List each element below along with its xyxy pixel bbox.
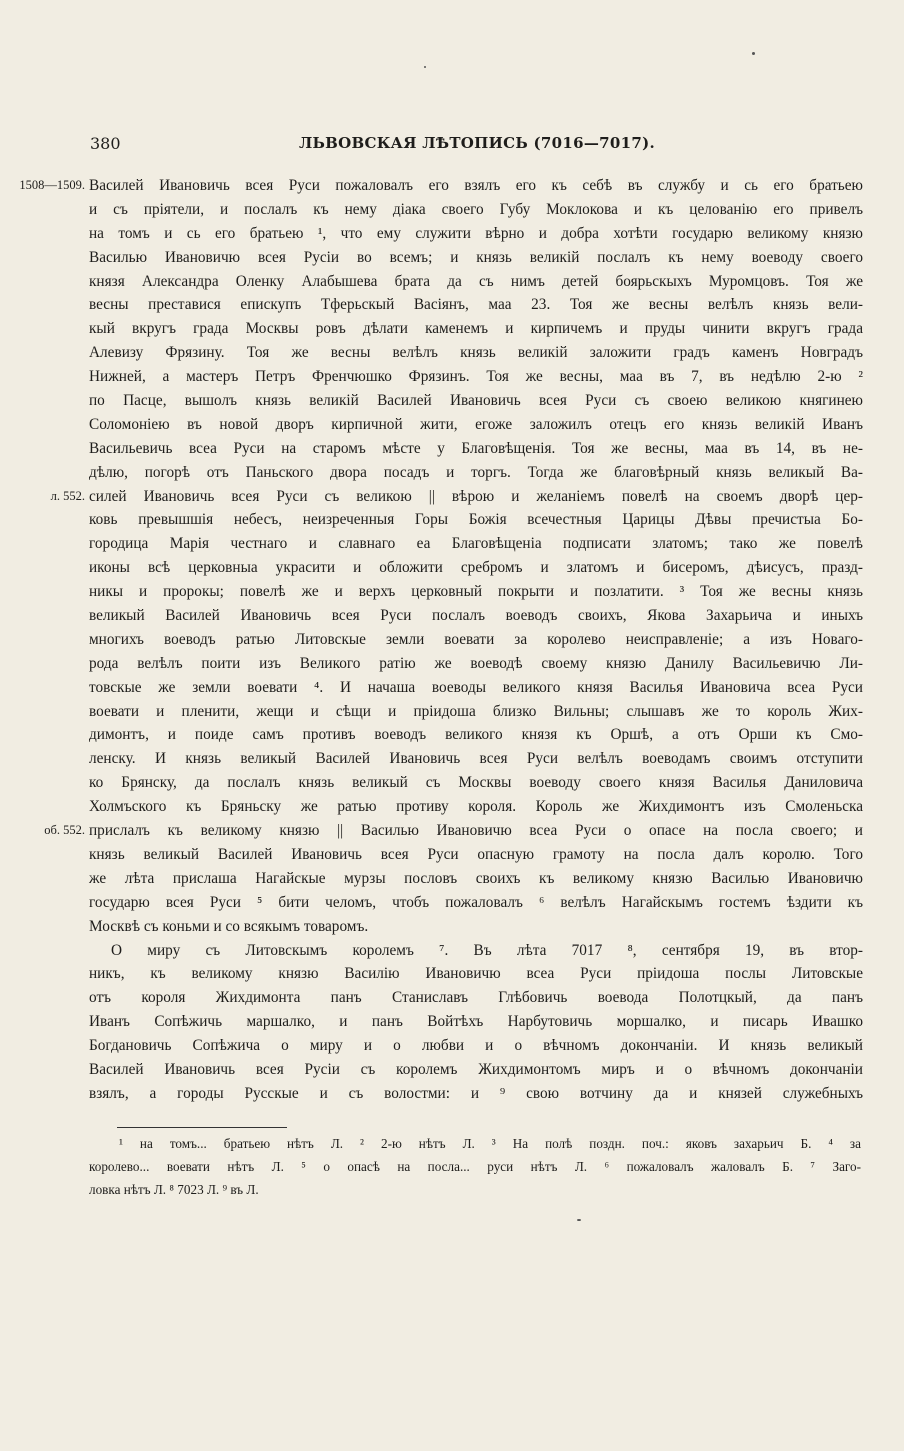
text-line: Холмъского къ Бряньску же ратью противу короля. Король же Жихдимонтъ изъ Смоленьска — [89, 798, 863, 816]
ink-speck — [752, 52, 755, 55]
text-line: князя Александра Оленку Алабышева брата да съ нимъ детей боярьскыхъ Муромцовъ. Тоя же — [89, 272, 863, 290]
text-line: ко Брянску, да послалъ князь великый съ Москвы воеводу своего князя Василья Даниловича — [89, 774, 863, 792]
text-line: Иванъ Сопѣжичь маршалко, и панъ Войтѣхъ Нарбутовичь моршалко, и писарь Ивашко — [89, 1013, 863, 1031]
text-line: весны преставися епискупъ Тферьскый Васіянъ, маа 23. Тоя же весны велѣлъ князь вели- — [89, 296, 863, 314]
text-line: отъ короля Жихдимонта панъ Станиславъ Глѣбовичь воевода Полотцкый, да панъ — [89, 989, 863, 1007]
text-line: кый вкругъ града Москвы ровъ дѣлати каменемъ и кирпичемъ и пруды чинити вкругъ града — [89, 320, 863, 338]
text-line: Нижней, а мастеръ Петръ Френчюшко Фрязинъ. Тоя же весны, маа въ 7, въ недѣлю 2-ю ² — [89, 368, 863, 386]
text-line: многихъ воеводъ ратью Литовскые земли воевати за королево неисправленіе; а изъ Новаго- — [89, 630, 863, 648]
text-line: Васильевичь всеа Руси на старомъ мѣсте у Благовѣщенія. Тоя же весны, маа въ 14, въ не- — [89, 439, 863, 457]
text-line: никы и пророкы; повелѣ же и верхъ церковный покрыти и позлатити. ³ Тоя же весны князь — [89, 583, 863, 601]
footnote-divider — [117, 1127, 287, 1128]
text-line: на томъ и сь его братьею ¹, что ему служити вѣрно и добра хотѣти государю великому князю — [89, 224, 863, 242]
text-line: Москвѣ съ коньми и со всякымъ товаромъ. — [89, 917, 369, 935]
margin-note-folio: л. 552. — [50, 488, 85, 503]
page-number: 380 — [90, 134, 121, 153]
text-line: 1508—1509. Василей Ивановичь всея Руси пожаловалъ его взялъ его къ себѣ въ службу и сь его братьею — [89, 174, 863, 198]
text-line: воевати и пленити, жещи и сѣщи и пріидоша близко Вильны; слышавъ же то король Жих- — [89, 702, 863, 720]
text-line: Богдановичь Сопѣжича о миру и о любви и о вѣчномъ докончаніи. И князь великый — [89, 1037, 863, 1055]
text-line: никъ, къ великому князю Василію Ивановичю всеа Руси пріидоша послы Литовскые — [89, 965, 863, 983]
text-line: взялъ, а городы Русскые и съ волостми: и ⁹ свою вотчину да и князей служебныхъ — [89, 1084, 863, 1102]
ink-speck — [577, 1219, 581, 1221]
text-line: Соломоніею въ новой дворъ кирпичной жити, егоже заложилъ отецъ его князь великій Иванъ — [89, 415, 863, 433]
footnote-line: королево... воевати нѣтъ Л. ⁵ о опасѣ на посла... руси нѣтъ Л. ⁶ пожаловалъ жаловалъ Б. ⁷ Заго- — [89, 1159, 861, 1174]
text-line: иконы всѣ церковныа украсити и обложити сребромъ и златомъ и бисеромъ, дѣисусъ, празд- — [89, 559, 863, 577]
text-line: Василью Ивановичю всея Русіи во всемъ; и князь великій послалъ къ нему воеводу своего — [89, 248, 863, 266]
footnote-line: ¹ на томъ... братьею нѣтъ Л. ² 2-ю нѣтъ Л. ³ На полѣ поздн. поч.: яковъ захарьич Б. ⁴ за — [119, 1136, 861, 1151]
text-line: и съ пріятели, и послалъ къ нему діака своего Губу Моклокова и къ целованію его привелъ — [89, 200, 863, 218]
text-line: дѣлю, погорѣ отъ Паньского двора посадъ и торгъ. Тогда же благовѣрный князь великый Ва- — [89, 463, 863, 481]
text-line: ленску. И князь великый Василей Ивановичь всея Руси велѣлъ воеводамъ своимъ отступити — [89, 750, 863, 768]
text-line: по Пасце, вышолъ князь великій Василей Ивановичь всея Руси съ своею великою княгинею — [89, 392, 863, 410]
text-line: ковь превышшія небесъ, неизреченныя Горы Божія всечестныя Царицы Дѣвы пречистыа Бо- — [89, 511, 863, 529]
text-line: товскые же земли воевати ⁴. И начаша воеводы великого князя Василья Ивановича всеа Руси — [89, 678, 863, 696]
text-line: же лѣта прислаша Нагайскые мурзы пословъ своихъ къ великому князю Василью Ивановичю — [89, 869, 863, 887]
text-line: Василей Ивановичь всея Русіи съ королемъ Жихдимонтомъ миръ и о вѣчномъ докончаніи — [89, 1060, 863, 1078]
text-line: об. 552. прислалъ къ великому князю || Василью Ивановичю всеа Руси о опасе на посла своего; и — [89, 819, 863, 843]
text-line: великый Василей Ивановичь всея Руси послалъ воеводъ своихъ, Якова Захарьича и иныхъ — [89, 607, 863, 625]
chronicle-text — [19, 174, 863, 1106]
margin-note-folio-verso: об. 552. — [44, 823, 85, 838]
section-heading-line: О миру съ Литовскымъ королемъ ⁷. Въ лѣта 7017 ⁸, сентября 19, въ втор- — [111, 941, 863, 959]
running-title: ЛЬВОВСКАЯ ЛѢТОПИСЬ (7016—7017). — [298, 134, 656, 152]
text-line: л. 552. силей Ивановичь всея Руси съ великою || вѣрою и желаніемъ повелѣ на своемъ дворѣ цер- — [89, 485, 863, 509]
text-line: димонтъ, и поиде самъ противъ воеводъ великого князя къ Оршѣ, а отъ Орши къ Смо- — [89, 726, 863, 744]
text-line: князь великый Василей Ивановичь всея Руси опасную грамоту на посла далъ королю. Того — [89, 845, 863, 863]
footnotes — [89, 1132, 861, 1201]
ink-speck — [424, 66, 426, 68]
text-line: Алевизу Фрязину. Тоя же весны велѣлъ князь великій заложити градъ каменъ Новградъ — [89, 344, 863, 362]
text-line: государю всея Руси ⁵ бити челомъ, чтобъ пожаловалъ ⁶ велѣлъ Нагайскымъ гостемъ ѣздити къ — [89, 893, 863, 911]
page-header — [90, 134, 864, 160]
text-line: рода велѣлъ поити изъ Великого ратію же воеводѣ своему князю Данилу Васильевичю Ли- — [89, 654, 863, 672]
text-line: городица Марія честнаго и славнаго еа Благовѣщеніа подписати златомъ; тако же повелѣ — [89, 535, 863, 553]
margin-note-years: 1508—1509. — [19, 178, 85, 192]
footnote-line: ловка нѣтъ Л. ⁸ 7023 Л. ⁹ въ Л. — [89, 1182, 259, 1197]
